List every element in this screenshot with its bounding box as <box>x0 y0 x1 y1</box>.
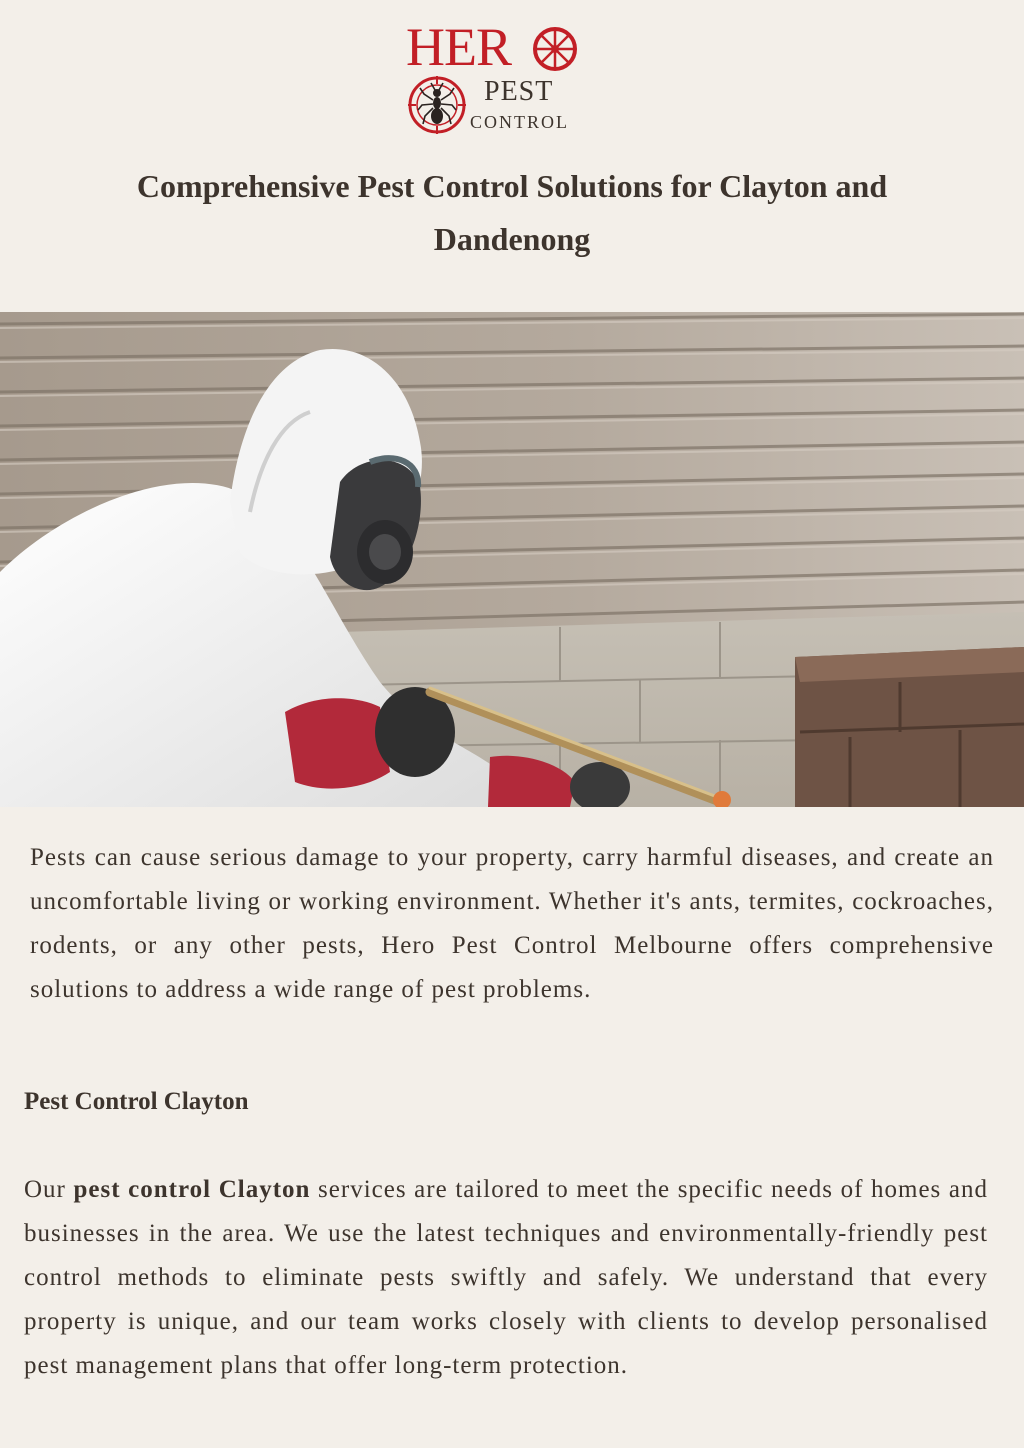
ant-target-icon <box>406 74 468 136</box>
logo-wordmark-pest: PEST <box>484 76 554 107</box>
technician-spraying-illustration <box>0 312 1024 807</box>
logo-wordmark-control: CONTROL <box>470 112 569 132</box>
page-title: Comprehensive Pest Control Solutions for Clayton and Dandenong <box>136 168 888 257</box>
section-body-prefix: Our <box>24 1176 74 1203</box>
section-body-rest: services are tailored to meet the specific needs of homes and businesses in the area. We use the latest techniques and environmentally-friendly pest control methods to eliminate pests swiftly and safely. We understand that every property is unique, and our team works closely with clients to develop personalised pest management plans that offer long-term protection. <box>24 1176 988 1379</box>
logo-wordmark-hero: HER <box>406 17 511 77</box>
hero-photo-pest-technician-spraying <box>0 312 1024 807</box>
section-body-paragraph <box>24 1168 988 1388</box>
hero-pest-control-logo[interactable] <box>404 17 584 138</box>
intro-paragraph: Pests can cause serious damage to your property, carry harmful diseases, and create an uncomfortable living or working environment. Whether it's ants, termites, cockroaches, rodents, or any other pests, Hero Pest Control Melbourne offers comprehensive solutions to address a wide range of pest problems. <box>30 844 994 1003</box>
wheel-icon <box>532 26 578 72</box>
pest-control-clayton-link[interactable]: pest control Clayton <box>73 1176 311 1203</box>
section-heading-pest-control-clayton: Pest Control Clayton <box>24 1088 249 1115</box>
